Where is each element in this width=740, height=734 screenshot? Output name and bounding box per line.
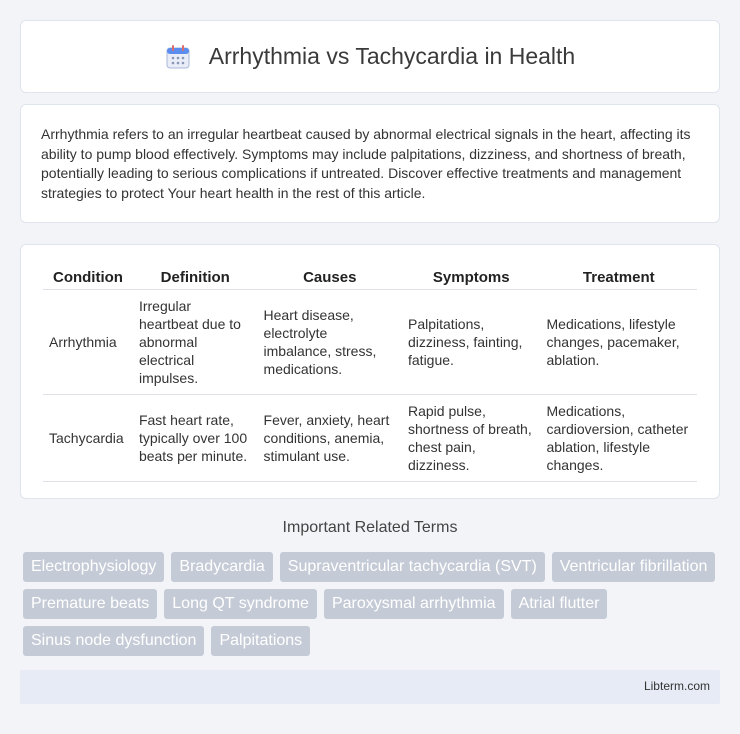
cell-symptoms: Palpitations, dizziness, fainting, fatigue. [402,290,541,395]
tag-atrial-flutter[interactable]: Atrial flutter [511,589,608,619]
table-card [20,244,720,499]
header-symptoms: Symptoms [402,263,541,290]
tag-paroxysmal-arrhythmia[interactable]: Paroxysmal arrhythmia [324,589,504,619]
header-definition: Definition [133,263,258,290]
header-condition: Condition [43,263,133,290]
related-terms-heading: Important Related Terms [282,519,458,536]
cell-causes: Fever, anxiety, heart conditions, anemia, stimulant use. [258,395,402,482]
table-header-row [43,263,697,290]
intro-card [20,104,720,223]
cell-condition: Arrhythmia [43,290,133,395]
title-wrap [165,43,575,70]
table-row [43,290,697,395]
table-row [43,395,697,482]
header-treatment: Treatment [541,263,697,290]
footer-brand-link[interactable]: Libterm.com [643,679,710,693]
cell-causes: Heart disease, electrolyte imbalance, stress, medications. [258,290,402,395]
cell-definition: Fast heart rate, typically over 100 beats per minute. [133,395,258,482]
tag-premature-beats[interactable]: Premature beats [23,589,157,619]
tag-svt[interactable]: Supraventricular tachycardia (SVT) [280,552,545,582]
cell-condition: Tachycardia [43,395,133,482]
tag-ventricular-fibrillation[interactable]: Ventricular fibrillation [552,552,716,582]
cell-definition: Irregular heartbeat due to abnormal electrical impulses. [133,290,258,395]
intro-text: Arrhythmia refers to an irregular heartbeat caused by abnormal electrical signals in the heart, affecting its ability to pump blood effectively. Symptoms may include palpitations, dizziness, and shortness of breath, potentially leading to serious complications if untreated. Discover effective treatments and management strategies to protect Your heart health in the rest of this article. [41,126,691,201]
footer [20,670,720,704]
calendar-icon [165,44,191,70]
header-card [20,20,720,93]
page-title: Arrhythmia vs Tachycardia in Health [208,43,576,69]
tag-long-qt-syndrome[interactable]: Long QT syndrome [164,589,317,619]
tag-palpitations[interactable]: Palpitations [211,626,310,656]
cell-symptoms: Rapid pulse, shortness of breath, chest pain, dizziness. [402,395,541,482]
header-causes: Causes [258,263,402,290]
tag-sinus-node-dysfunction[interactable]: Sinus node dysfunction [23,626,204,656]
comparison-table [43,263,697,482]
tag-bradycardia[interactable]: Bradycardia [171,552,272,582]
cell-treatment: Medications, lifestyle changes, pacemaker, ablation. [541,290,697,395]
cell-treatment: Medications, cardioversion, catheter ablation, lifestyle changes. [541,395,697,482]
related-terms-section [20,519,720,537]
tag-electrophysiology[interactable]: Electrophysiology [23,552,164,582]
related-terms-tags [23,552,723,656]
